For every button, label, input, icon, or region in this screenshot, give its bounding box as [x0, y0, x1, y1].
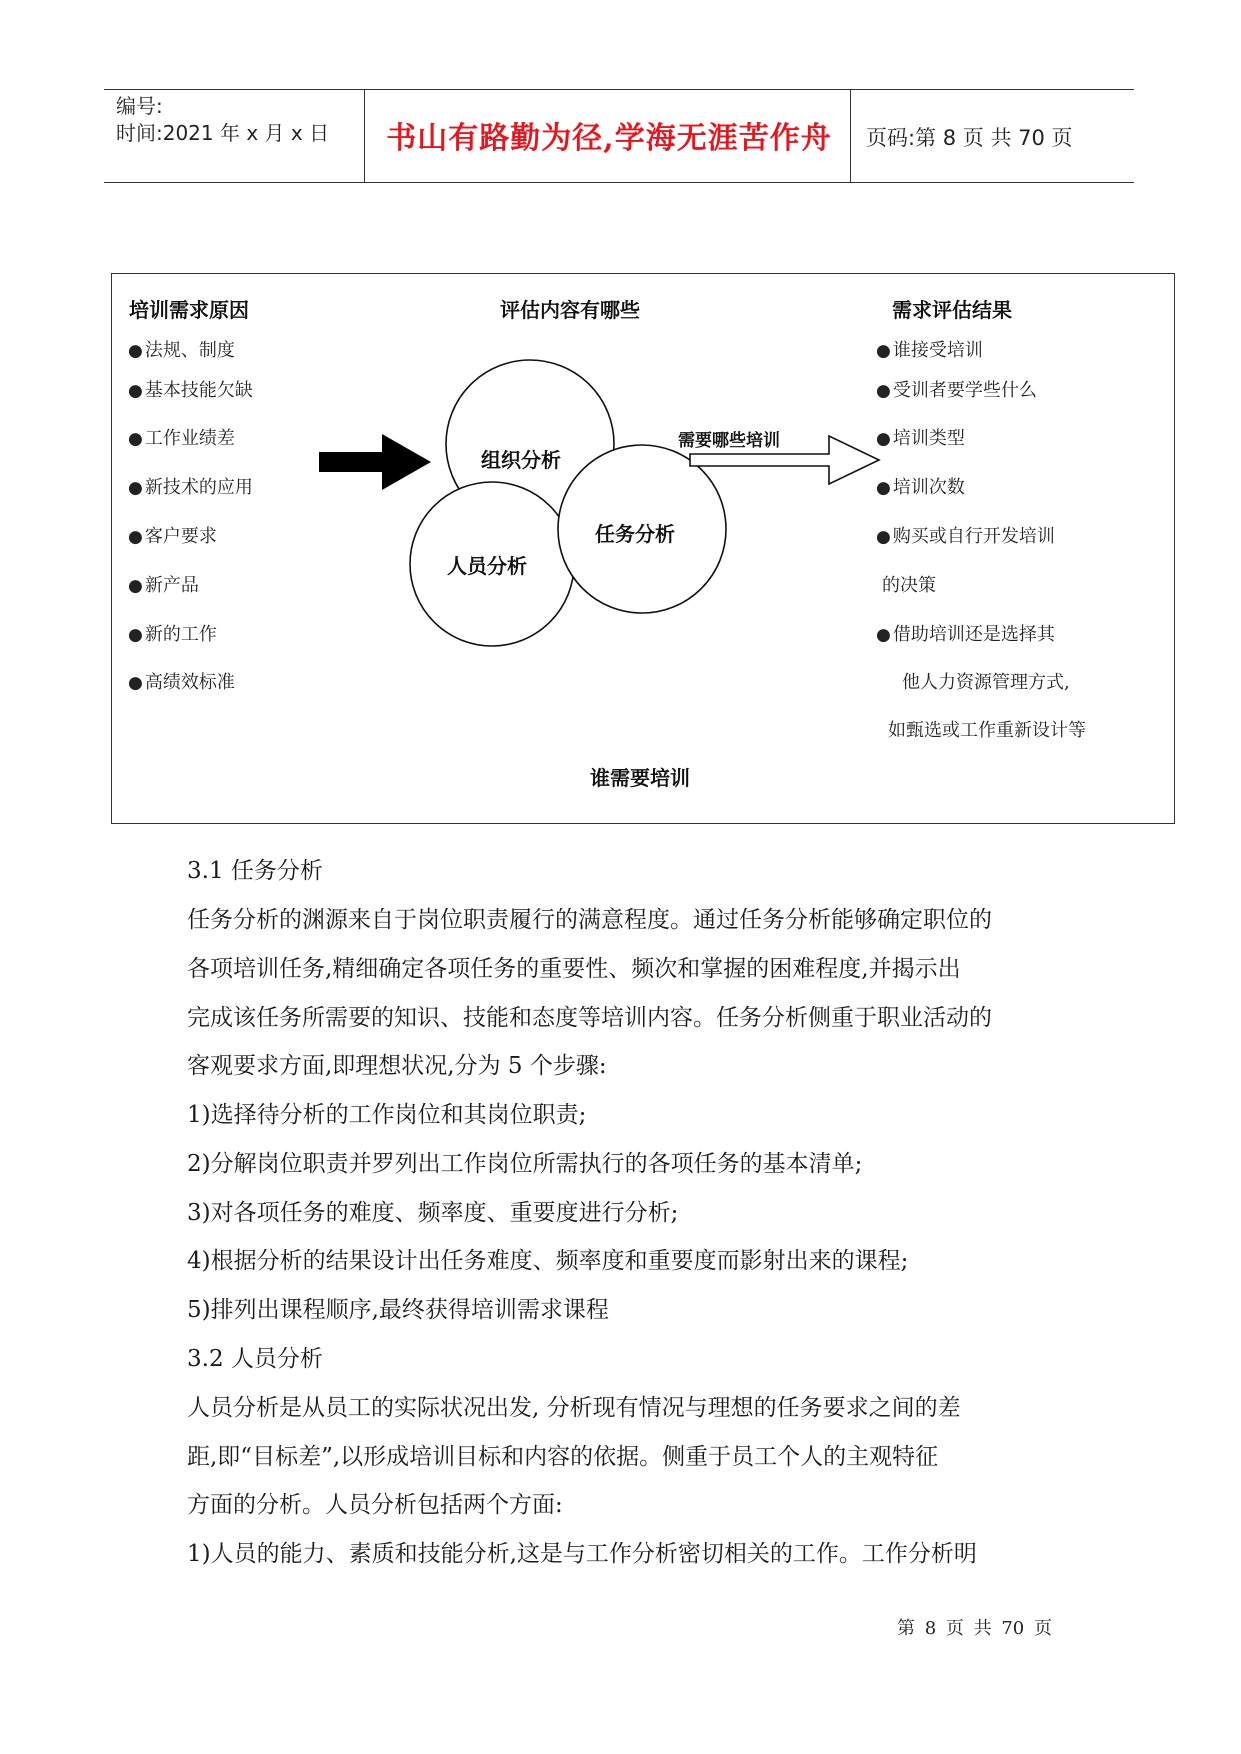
circle-person-label: 人员分析	[447, 554, 527, 578]
list-item: ● 培训次数	[876, 477, 965, 498]
training-needs-diagram	[111, 273, 1175, 824]
list-item: ● 购买或自行开发培训	[876, 526, 1055, 547]
header-number: 编号:	[116, 94, 163, 118]
list-item: ● 新技术的应用	[128, 477, 253, 498]
step-item: 1)选择待分析的工作岗位和其岗位职责;	[187, 1102, 587, 1128]
list-item: ● 工作业绩差	[128, 428, 235, 449]
paragraph-line: 人员分析是从员工的实际状况出发, 分析现有情况与理想的任务要求之间的差	[187, 1395, 961, 1421]
step-item: 4)根据分析的结果设计出任务难度、频率度和重要度而影射出来的课程;	[187, 1248, 909, 1274]
paragraph-line: 任务分析的渊源来自于岗位职责履行的满意程度。通过任务分析能够确定职位的	[187, 907, 992, 933]
arrow-label: 需要哪些培训	[678, 431, 780, 451]
section-title-3-1: 3.1 任务分析	[187, 858, 323, 884]
paragraph-line: 1)人员的能力、素质和技能分析,这是与工作分析密切相关的工作。工作分析明	[187, 1541, 977, 1567]
list-item: ● 谁接受培训	[876, 340, 983, 361]
list-item: ● 高绩效标准	[128, 672, 235, 693]
list-item: ● 基本技能欠缺	[128, 380, 253, 401]
list-item-continuation: 他人力资源管理方式,	[902, 672, 1070, 693]
circle-task-label: 任务分析	[595, 522, 675, 546]
header-top-rule	[104, 89, 1134, 90]
header-page-number: 页码:第 8 页 共 70 页	[866, 126, 1073, 150]
list-item: ● 受训者要学些什么	[876, 380, 1037, 401]
step-item: 5)排列出课程顺序,最终获得培训需求课程	[187, 1297, 609, 1323]
list-item-continuation: 的决策	[882, 575, 936, 596]
list-item: ● 客户要求	[128, 526, 217, 547]
header-time: 时间:2021 年 x 月 x 日	[116, 121, 330, 145]
header-divider-right	[850, 89, 851, 183]
circle-org-label: 组织分析	[481, 448, 561, 472]
diagram-graphics	[112, 274, 1176, 825]
header-meta	[116, 93, 329, 147]
list-item-continuation: 如甄选或工作重新设计等	[888, 720, 1086, 741]
paragraph-line: 距,即“目标差”,以形成培训目标和内容的依据。侧重于员工个人的主观特征	[187, 1444, 939, 1470]
col-right-title: 需求评估结果	[892, 298, 1012, 322]
list-item: ● 法规、制度	[128, 340, 235, 361]
list-item: ● 新产品	[128, 575, 199, 596]
paragraph-line: 客观要求方面,即理想状况,分为 5 个步骤:	[187, 1053, 607, 1079]
list-item: ● 借助培训还是选择其	[876, 624, 1055, 645]
list-item: ● 培训类型	[876, 428, 965, 449]
header-divider-left	[364, 89, 365, 183]
diagram-bottom-label: 谁需要培训	[590, 766, 690, 790]
paragraph-line: 完成该任务所需要的知识、技能和态度等培训内容。任务分析侧重于职业活动的	[187, 1005, 992, 1031]
paragraph-line: 各项培训任务,精细确定各项任务的重要性、频次和掌握的困难程度,并揭示出	[187, 956, 961, 982]
section-title-3-2: 3.2 人员分析	[187, 1346, 323, 1372]
header-bottom-rule	[104, 182, 1134, 183]
step-item: 3)对各项任务的难度、频率度、重要度进行分析;	[187, 1200, 679, 1226]
footer-page-number: 第 8 页 共 70 页	[897, 1618, 1052, 1639]
step-item: 2)分解岗位职责并罗列出工作岗位所需执行的各项任务的基本清单;	[187, 1151, 863, 1177]
col-mid-title: 评估内容有哪些	[500, 298, 640, 322]
list-item: ● 新的工作	[128, 624, 217, 645]
solid-arrow-icon	[319, 434, 431, 490]
paragraph-line: 方面的分析。人员分析包括两个方面:	[187, 1492, 563, 1518]
header-motto: 书山有路勤为径,学海无涯苦作舟	[386, 121, 832, 156]
col-left-title: 培训需求原因	[129, 298, 249, 322]
